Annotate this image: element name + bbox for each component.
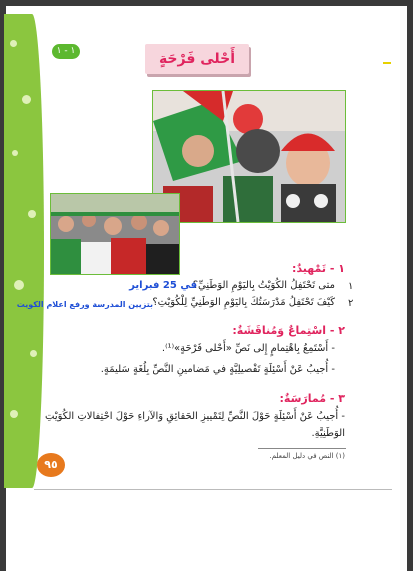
question-1: متى تَحْتَفِلُ الكُوَيْتُ بِاليَوْمِ الوَطَنِيِّ؟ <box>192 280 335 291</box>
children-celebrating-image <box>153 91 345 222</box>
celebration-photo-large <box>152 90 346 223</box>
lesson-badge: ١ - ١ <box>52 44 80 59</box>
question-number: ١ <box>348 281 354 292</box>
practice-item-1: - أُجيبُ عَنْ أَسْئِلَةٍ حَوْلَ النَّصِّ لِتَمْييزِ الحَقائِقِ وَالآراءِ حَوْلَ احْتِفالاتِ الكُوَيْتِ <box>45 411 345 422</box>
question-number: ٢ <box>348 298 354 309</box>
stripe-dot <box>30 350 37 357</box>
answer-1: في 25 فبراير <box>129 280 197 291</box>
listening-item-1: - أَسْتَمِعُ بِاهْتِمامٍ إِلى نَصِّ «أَحْلى فَرْحَةٍ»⁽¹⁾. <box>161 343 335 354</box>
stripe-dot <box>12 150 18 156</box>
celebration-photo-small <box>50 193 180 275</box>
stripe-dot <box>14 280 24 290</box>
crowd-celebrating-image <box>51 194 179 274</box>
stripe-dot <box>10 410 18 418</box>
question-2: كَيْفَ تَحْتَفِلُ مَدْرَسَتُكَ بِاليَوْمِ الوَطَنِيِّ لِلْكُوَيْتِ؟ <box>152 297 335 308</box>
practice-item-1-cont: الوَطَنِيَّةِ. <box>311 428 345 439</box>
footnote: (١) النص في دليل المعلم. <box>269 452 345 460</box>
footnote-divider <box>258 448 346 449</box>
practice-heading: ٣ - مُمارَسَةٌ: <box>279 392 345 405</box>
page-number-badge: ٩٥ <box>37 453 65 477</box>
page-title: أَحْلى فَرْحَةٍ <box>158 51 236 67</box>
intro-heading: ١ - تَمْهيدٌ: <box>292 262 345 275</box>
page-bottom-edge <box>34 489 392 490</box>
answer-2: بتزيين المدرسة ورفع اعلام الكويت <box>16 300 153 309</box>
listening-heading: ٢ - اسْتِماعٌ وَمُناقَشَةٌ: <box>232 324 345 337</box>
stripe-dot <box>22 95 31 104</box>
stripe-dot <box>10 40 17 47</box>
decorative-dash <box>383 62 391 64</box>
listening-item-2: - أُجيبُ عَنْ أَسْئِلَةٍ تَفْصيلِيَّةٍ في مَضامينِ النَّصِّ بِلُغَةٍ سَليمَةٍ. <box>100 364 335 375</box>
stripe-dot <box>28 210 36 218</box>
